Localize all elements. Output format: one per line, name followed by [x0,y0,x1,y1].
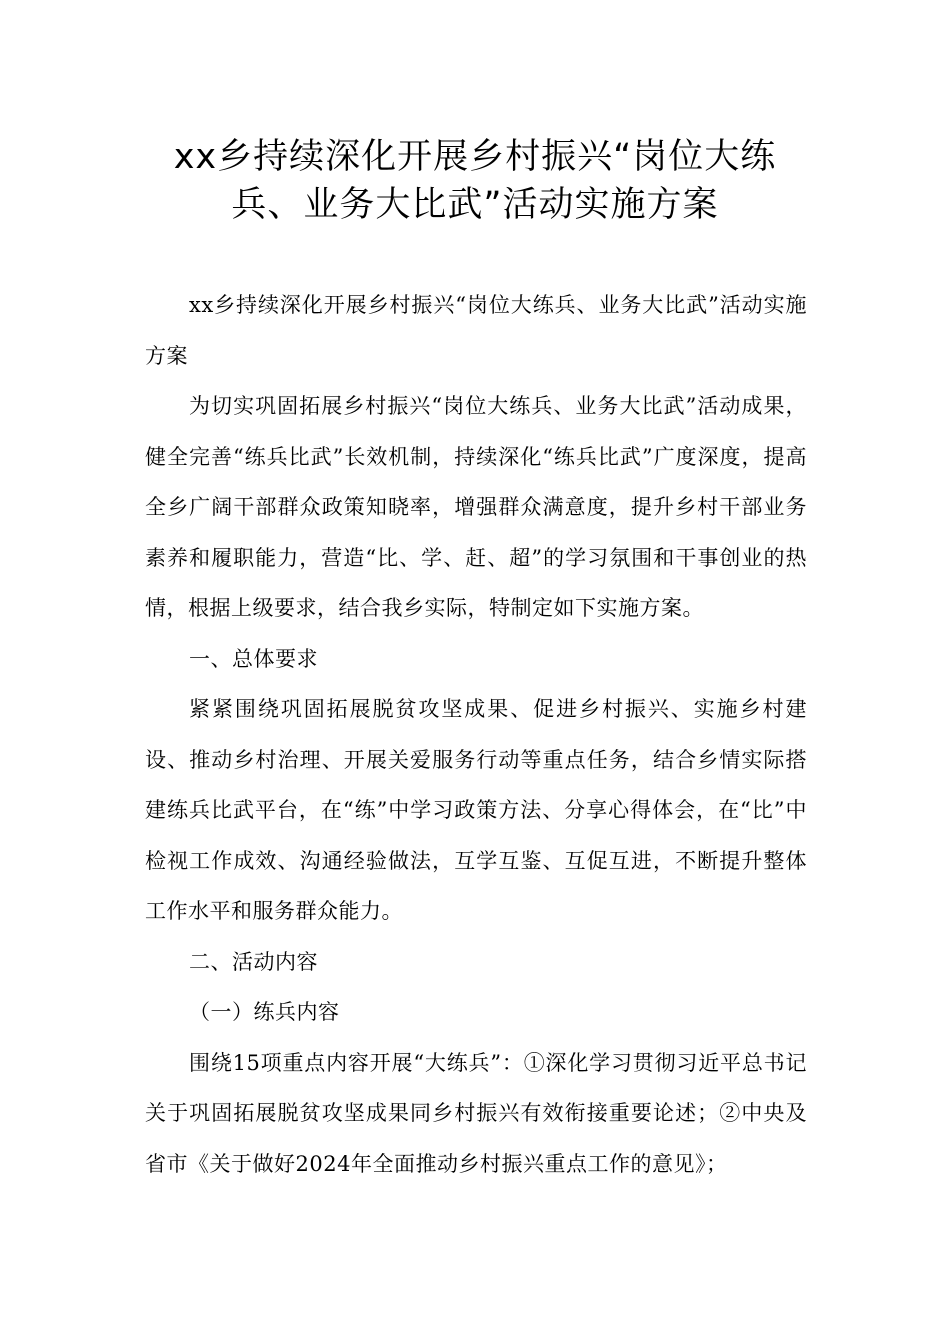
subtitle-paragraph: xx乡持续深化开展乡村振兴“岗位大练兵、业务大比武”活动实施方案 [145,293,807,368]
requirements-paragraph: 紧紧围绕巩固拓展脱贫攻坚成果、促进乡村振兴、实施乡村建设、推动乡村治理、开展关爱服务行动等重点任务，结合乡情实际搭建练兵比武平台，在“练”中学习政策方法、分享心得体会，在“比”中检视工作成效、沟通经验做法，互学互鉴、互促互进，不断提升整体工作水平和服务群众能力。 [145,697,807,923]
section-heading-activity-content: 二、活动内容 [189,949,318,974]
training-content-paragraph: 围绕15项重点内容开展“大练兵”：①深化学习贯彻习近平总书记关于巩固拓展脱贫攻坚成果同乡村振兴有效衔接重要论述；②中央及省市《关于做好2024年全面推动乡村振兴重点工作的意见》； [145,1050,807,1176]
intro-paragraph: 为切实巩固拓展乡村振兴“岗位大练兵、业务大比武”活动成果，健全完善“练兵比武”长效机制，持续深化“练兵比武”广度深度，提高全乡广阔干部群众政策知晓率，增强群众满意度，提升乡村干部业务素养和履职能力，营造“比、学、赶、超”的学习氛围和干事创业的热情，根据上级要求，结合我乡实际，特制定如下实施方案。 [145,394,807,620]
document-body [145,280,807,1189]
section-heading-general-requirements: 一、总体要求 [189,646,318,671]
subsection-heading-training-content: （一）练兵内容 [189,1000,340,1024]
document-title [120,133,830,229]
title-line-1: xx乡持续深化开展乡村振兴“岗位大练 [173,137,777,177]
title-line-2: 兵、业务大比武”活动实施方案 [231,185,719,225]
